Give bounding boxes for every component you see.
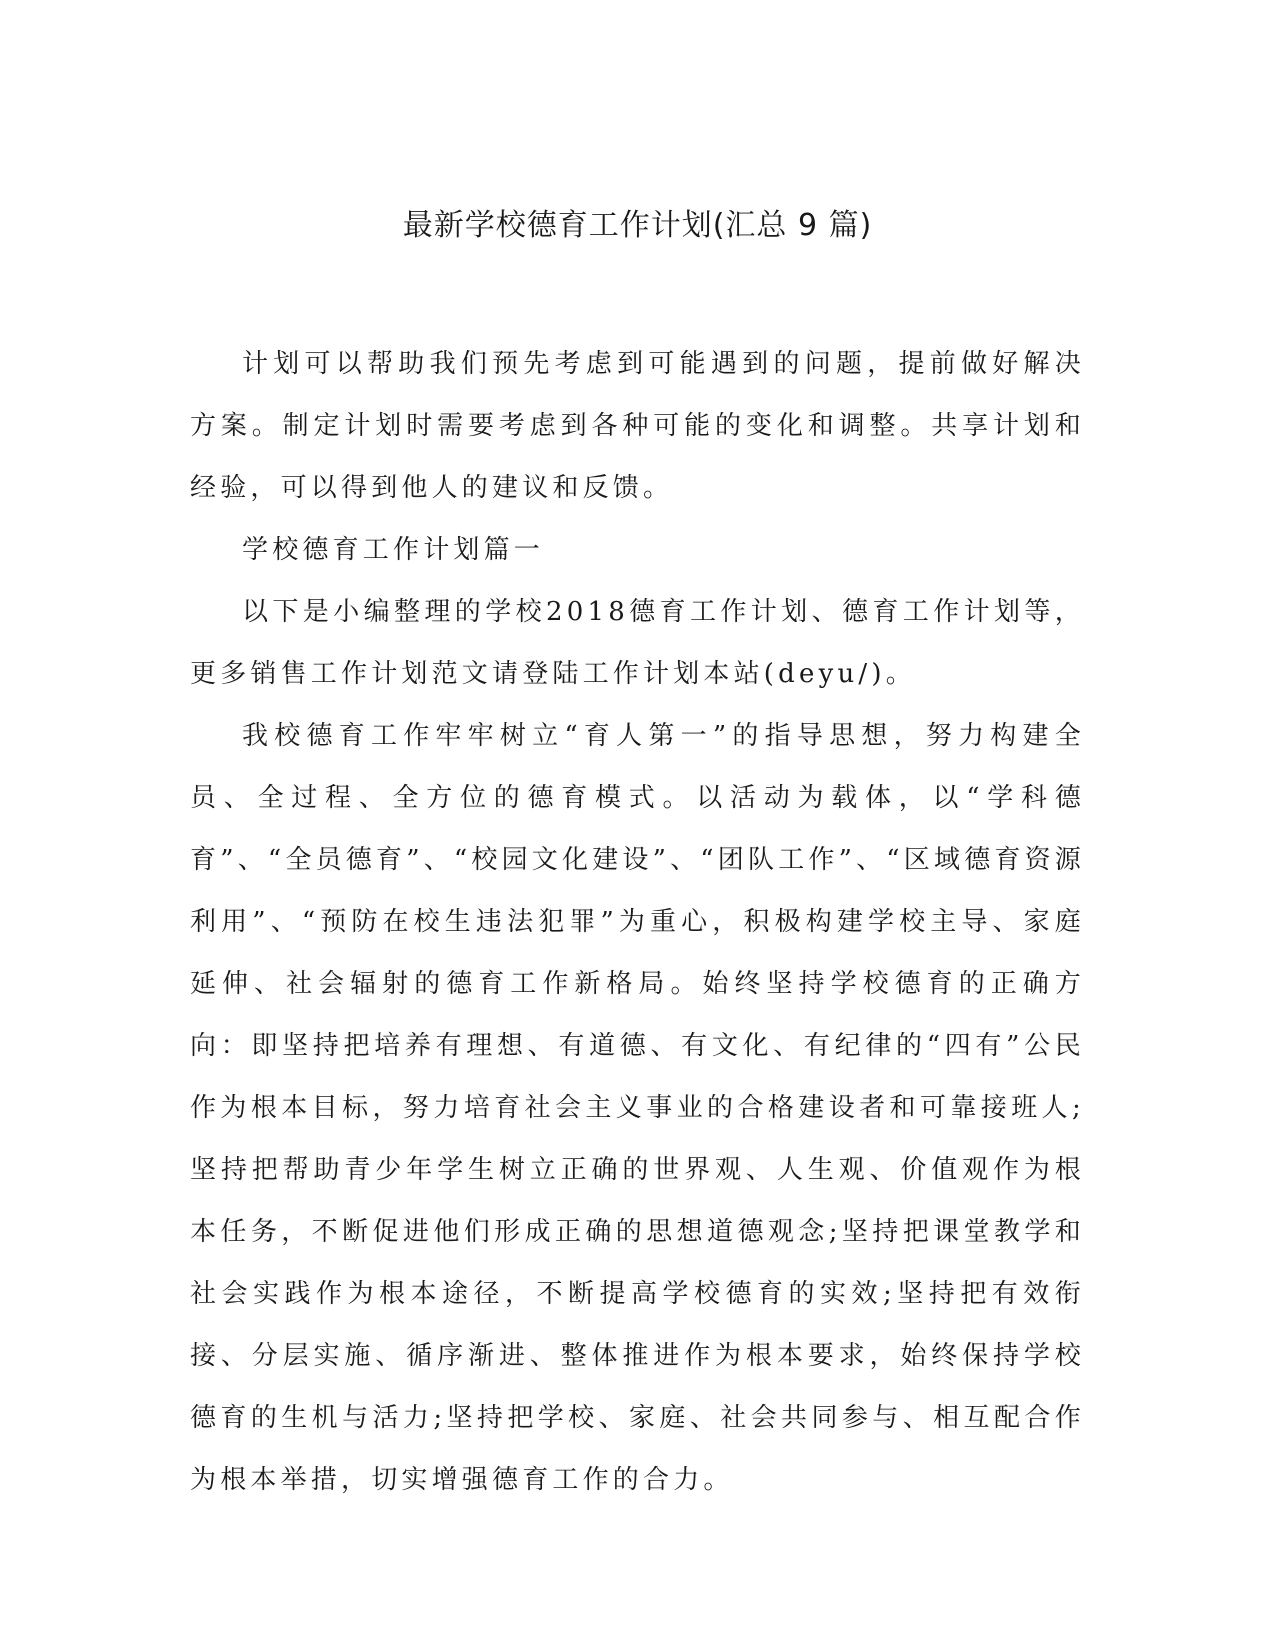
main-paragraph: 我校德育工作牢牢树立“育人第一”的指导思想，努力构建全员、全过程、全方位的德育模式。以活动为载体，以“学科德育”、“全员德育”、“校园文化建设”、“团队工作”、“区域德育资源利用”、“预防在校生违法犯罪”为重心，积极构建学校主导、家庭延伸、社会辐射的德育工作新格局。始终坚持学校德育的正确方向：即坚持把培养有理想、有道德、有文化、有纪律的“四有”公民作为根本目标，努力培育社会主义事业的合格建设者和可靠接班人;坚持把帮助青少年学生树立正确的世界观、人生观、价值观作为根本任务，不断促进他们形成正确的思想道德观念;坚持把课堂教学和社会实践作为根本途径，不断提高学校德育的实效;坚持把有效衔接、分层实施、循序渐进、整体推进作为根本要求，始终保持学校德育的生机与活力;坚持把学校、家庭、社会共同参与、相互配合作为根本举措，切实增强德育工作的合力。 xyxy=(190,721,1085,1495)
summary-paragraph: 以下是小编整理的学校2018德育工作计划、德育工作计划等，更多销售工作计划范文请登陆工作计划本站(deyu/)。 xyxy=(190,597,1085,689)
intro-paragraph: 计划可以帮助我们预先考虑到可能遇到的问题，提前做好解决方案。制定计划时需要考虑到各种可能的变化和调整。共享计划和经验，可以得到他人的建议和反馈。 xyxy=(190,349,1085,503)
document-title: 最新学校德育工作计划(汇总 9 篇) xyxy=(402,208,873,243)
section-heading: 学校德育工作计划篇一 xyxy=(242,535,545,565)
document-body xyxy=(190,333,1085,1511)
